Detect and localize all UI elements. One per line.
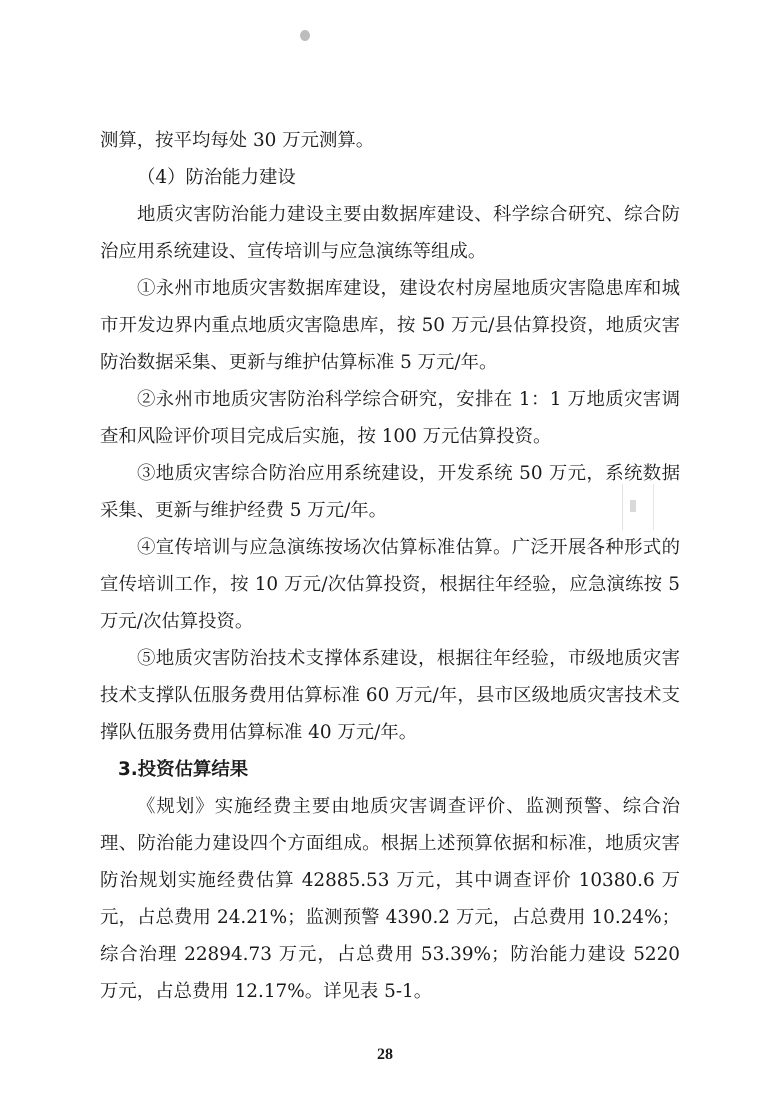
paragraph-item-2: ②永州市地质灾害防治科学综合研究，安排在 1：1 万地质灾害调查和风险评价项目完成后实施，按 100 万元估算投资。 — [100, 389, 680, 447]
paragraph-item-5: ⑤地质灾害防治技术支撑体系建设，根据往年经验，市级地质灾害技术支撑队伍服务费用估算标准 60 万元/年，县市区级地质灾害技术支撑队伍服务费用估算标准 40 万元/年。 — [100, 648, 680, 743]
paragraph-item-1: ①永州市地质灾害数据库建设，建设农村房屋地质灾害隐患库和城市开发边界内重点地质灾害隐患库，按 50 万元/县估算投资，地质灾害防治数据采集、更新与维护估算标准 5 万元/年。 — [100, 278, 680, 373]
scan-speck — [300, 30, 310, 41]
paragraph-results: 《规划》实施经费主要由地质灾害调查评价、监测预警、综合治理、防治能力建设四个方面组成。根据上述预算依据和标准，地质灾害防治规划实施经费估算 42885.53 万元，其中调查评价 10380.6 万元，占总费用 24.21%；监测预警 4390.2 万元，占总费用 10.24%；综合治理 22894.73 万元，占总费用 53.39%；防治能力建设 5220 万元，占总费用 12.17%。详见表 5-1。 — [100, 796, 680, 1002]
paragraph-capacity-intro: 地质灾害防治能力建设主要由数据库建设、科学综合研究、综合防治应用系统建设、宣传培训与应急演练等组成。 — [100, 204, 680, 262]
paragraph-item-3: ③地质灾害综合防治应用系统建设，开发系统 50 万元，系统数据采集、更新与维护经费 5 万元/年。 — [100, 463, 680, 521]
paragraph-continuation: 测算，按平均每处 30 万元测算。 — [100, 130, 375, 151]
section-heading-capacity: （4）防治能力建设 — [137, 167, 296, 188]
page-number: 28 — [377, 1046, 393, 1063]
section-heading-results: 3.投资估算结果 — [118, 759, 249, 780]
paragraph-item-4: ④宣传培训与应急演练按场次估算标准估算。广泛开展各种形式的宣传培训工作，按 10 万元/次估算投资，根据往年经验，应急演练按 5 万元/次估算投资。 — [100, 537, 680, 632]
document-body — [100, 122, 680, 1010]
